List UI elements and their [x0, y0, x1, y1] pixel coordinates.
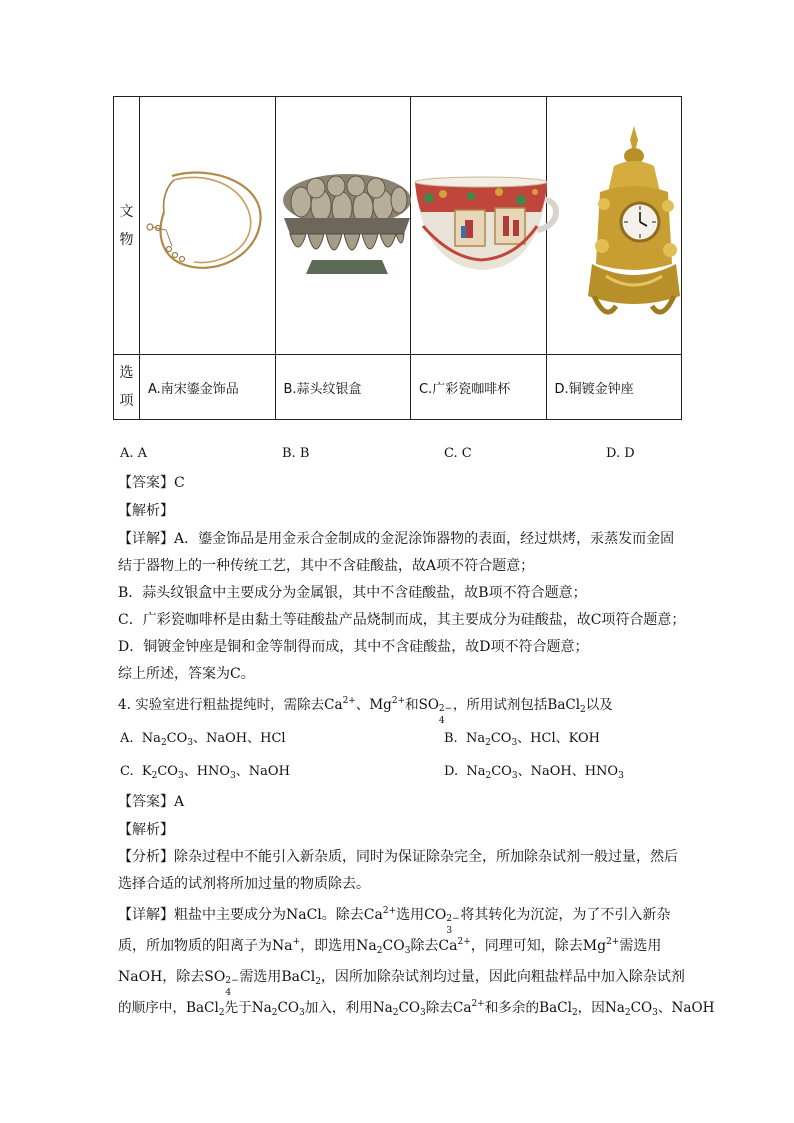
gilt-clock-icon	[586, 126, 682, 322]
q3-detail-line-5: D．铜镀金钟座是铜和金等制得而成，其中不含硅酸盐，故D项不符合题意；	[118, 639, 589, 655]
q3-analysis-tag: 【解析】	[118, 503, 174, 519]
option-b-label: B.蒜头纹银盒	[275, 355, 411, 420]
q3-choice-c: C. C	[444, 446, 472, 461]
q4-fenxi-line-1: 【分析】除杂过程中不能引入新杂质，同时为保证除杂完全，所加除杂试剂一般过量，然后	[118, 849, 678, 865]
row-header-option: 选项	[114, 355, 140, 420]
q4-analysis-tag: 【解析】	[118, 822, 174, 838]
q4-choice-b: B. $Na_2CO_3$、HCl、KOH	[444, 731, 600, 748]
q3-choice-b: B. B	[282, 446, 310, 461]
q3-detail-line-2: 结于器物上的一种传统工艺，其中不含硅酸盐，故A项不符合题意；	[118, 558, 535, 574]
q4-choice-a: A. $Na_2CO_3$、NaOH、HCl	[120, 731, 286, 748]
q4-fenxi-line-2: 选择合适的试剂将所加过量的物质除去。	[118, 876, 370, 892]
q3-choice-d: D. D	[606, 446, 635, 461]
q3-detail-line-6: 综上所述，答案为C。	[118, 666, 255, 682]
q4-detail-line-1: 【详解】粗盐中主要成分为NaCl。除去$Ca^{2+}$选用CO 2− 3 将其转化为沉淀，为了不引入新杂	[118, 906, 671, 936]
row-header-relic: 文物	[114, 97, 140, 355]
relic-image-b	[275, 97, 411, 355]
option-d-label: D.铜镀金钟座	[546, 355, 682, 420]
q4-choice-d: D. $Na_2CO_3$、NaOH、$HNO_3$	[444, 764, 624, 781]
relic-table	[113, 96, 682, 420]
relic-image-c	[411, 97, 547, 355]
gold-chain-icon	[142, 164, 272, 284]
option-c-label: C.广彩瓷咖啡杯	[411, 355, 547, 420]
relic-image-d	[546, 97, 682, 355]
q3-detail-line-4: C．广彩瓷咖啡杯是由黏土等硅酸盐产品烧制而成，其主要成分为硅酸盐，故C项符合题意；	[118, 612, 686, 628]
q4-stem: 4. 实验室进行粗盐提纯时，需除去$Ca^{2+}$、$Mg^{2+}$和SO 2− 4 ，所用试剂包括BaCl$_2$以及	[118, 696, 613, 726]
q4-detail-line-2: 质，所加物质的阳离子为Na+，即选用$Na_2CO_3$除去$Ca^{2+}$，同理可知，除去$Mg^{2+}$需选用	[118, 937, 662, 956]
porcelain-cup-icon	[411, 174, 561, 274]
relic-image-a	[140, 97, 276, 355]
q3-choice-a: A. A	[120, 446, 148, 461]
silver-box-icon	[276, 168, 418, 280]
q3-answer: 【答案】C	[118, 475, 185, 491]
q4-answer: 【答案】A	[118, 794, 185, 810]
q4-choice-c: C. $K_2CO_3$、$HNO_3$、NaOH	[120, 764, 290, 781]
q3-detail-line-3: B．蒜头纹银盒中主要成分为金属银，其中不含硅酸盐，故B项不符合题意；	[118, 585, 587, 601]
q4-detail-line-4: 的顺序中，BaCl$_2$先于$Na_2CO_3$加入，利用$Na_2CO_3$除去$Ca^{2+}$和多余的BaCl$_2$，因$Na_2CO_3$、NaOH	[118, 999, 715, 1018]
option-a-label: A.南宋鎏金饰品	[140, 355, 276, 420]
q3-detail-line-1: 【详解】A．鎏金饰品是用金汞合金制成的金泥涂饰器物的表面，经过烘烤，汞蒸发而金固	[118, 531, 675, 547]
q4-detail-line-3: NaOH，除去SO 2− 4 需选用BaCl$_2$，因所加除杂试剂均过量，因此向粗盐样品中加入除杂试剂	[118, 969, 685, 998]
